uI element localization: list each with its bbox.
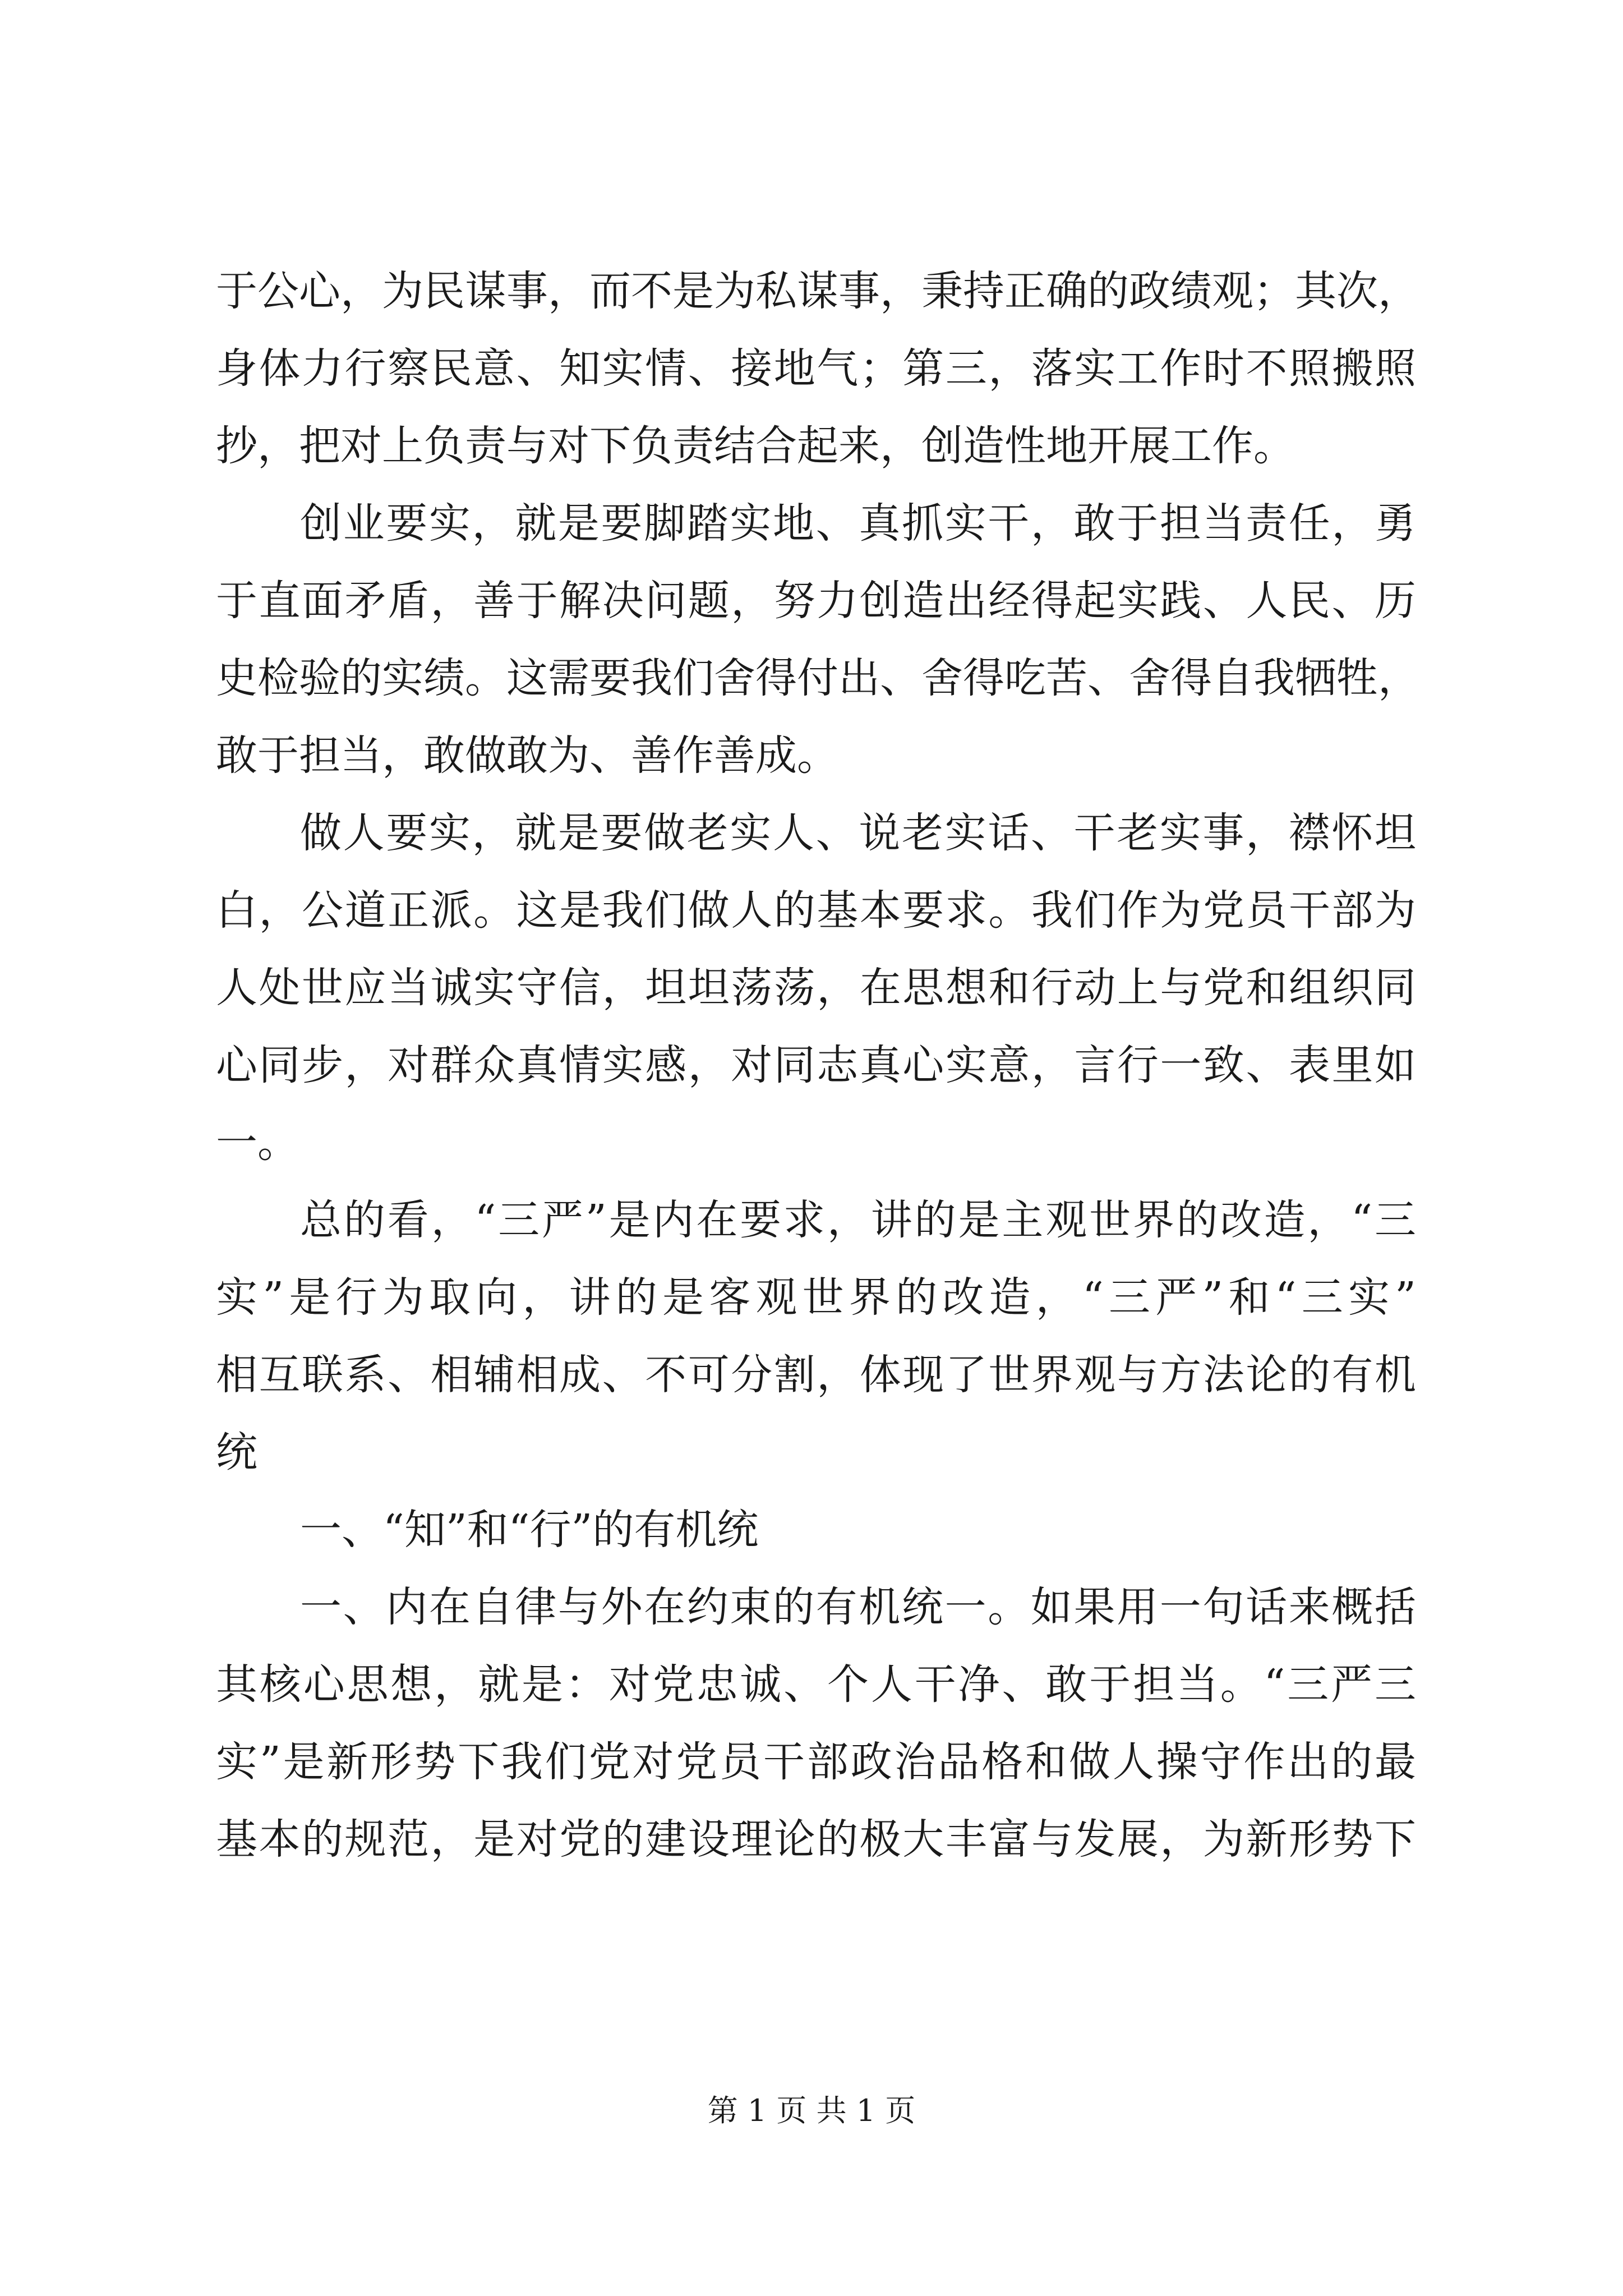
page-number-footer: 第 1 页 共 1 页 [707,2093,916,2128]
text-line: 身体力行察民意、知实情、接地气；第三，落实工作时不照搬照 [216,344,1416,393]
text-line: 敢于担当，敢做敢为、善作善成。 [216,731,838,780]
text-line: 其核心思想，就是：对党忠诚、个人干净、敢于担当。“三严三 [216,1660,1416,1709]
text-line: 心同步，对群众真情实感，对同志真心实意，言行一致、表里如 [216,1041,1416,1089]
paragraph-first-line: 总的看，“三严”是内在要求，讲的是主观世界的改造，“三 [300,1196,1416,1244]
text-line: 史检验的实绩。这需要我们舍得付出、舍得吃苦、舍得自我牺牲， [216,654,1419,702]
paragraph-first-line: 做人要实，就是要做老实人、说老实话、干老实事，襟怀坦 [300,809,1416,857]
paragraph-first-line: 创业要实，就是要脚踏实地、真抓实干，敢于担当责任，勇 [300,499,1416,547]
text-line: 实”是行为取向，讲的是客观世界的改造，“三严”和“三实” [216,1273,1416,1322]
paragraph-first-line: 一、内在自律与外在约束的有机统一。如果用一句话来概括 [300,1583,1416,1631]
text-line: 相互联系、相辅相成、不可分割，体现了世界观与方法论的有机 [216,1351,1416,1399]
text-line: 白，公道正派。这是我们做人的基本要求。我们作为党员干部为 [216,886,1416,935]
text-line: 人处世应当诚实守信，坦坦荡荡，在思想和行动上与党和组织同 [216,964,1416,1012]
text-line: 基本的规范，是对党的建设理论的极大丰富与发展，为新形势下 [216,1815,1416,1864]
text-line: 于公心，为民谋事，而不是为私谋事，秉持正确的政绩观；其次， [216,267,1419,315]
text-line: 于直面矛盾，善于解决问题，努力创造出经得起实践、人民、历 [216,577,1416,625]
text-line: 一。 [216,1119,299,1167]
text-line: 实”是新形势下我们党对党员干部政治品格和做人操守作出的最 [216,1738,1416,1786]
section-heading: 一、“知”和“行”的有机统 [300,1506,759,1554]
text-line: 抄，把对上负责与对下负责结合起来，创造性地开展工作。 [216,422,1295,470]
text-line: 统 [216,1428,257,1476]
